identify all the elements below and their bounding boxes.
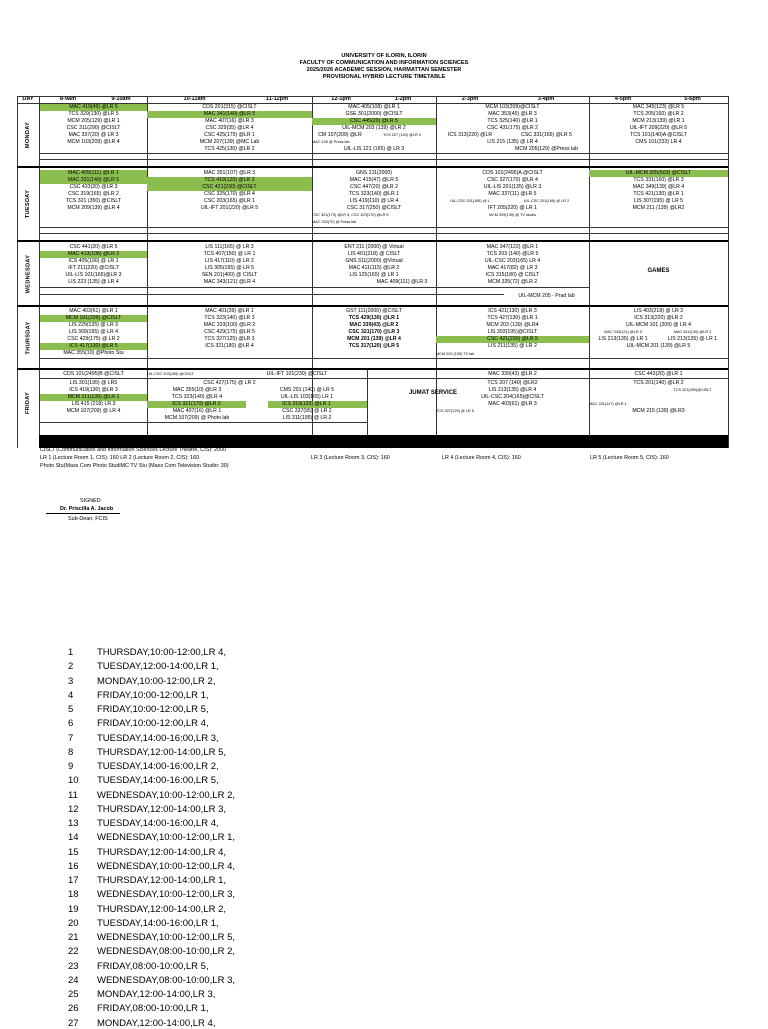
list-item-number: 11 (68, 789, 78, 801)
list-item: TUESDAY,14:00-16:00,LR 4, (97, 818, 219, 829)
timetable-cell: CSC 337(95) @ LR 2 (282, 408, 332, 414)
timetable-cell: CSC 429(175) @LR 5 (204, 329, 255, 335)
row-divider (40, 422, 367, 423)
timetable-cell: CDS 201(315) @CISLT (202, 104, 257, 110)
timetable-cell: CSC 203(165) @LR 1 (204, 198, 255, 204)
timetable-cell: TCS 327(125) @LR 3 (204, 336, 255, 342)
timetable-cell: UIL-CSC 201(165) @ LR 2 (523, 199, 570, 203)
timetable-cell: MAC 333(100) @LR 2 (203, 322, 256, 328)
column-header-8-9am: 8-9am (59, 96, 77, 102)
timetable-cell: CSC 327(170) @LR 4 (487, 177, 538, 183)
timetable-cell: ICS 421(130) @LR 3 (488, 308, 537, 314)
timetable-cell: UIL-IFT 209(220) @LR 5 (629, 125, 688, 131)
timetable-cell: MAC 401(39) @LR 1 (205, 308, 254, 314)
row-divider (40, 233, 728, 234)
timetable-cell: MCM 205(129) @Press lab (515, 146, 578, 152)
list-item-number: 23 (68, 960, 79, 972)
timetable-cell: MAC 417(82) @ LR 3 (487, 265, 538, 271)
list-item: TUESDAY,14:00-16:00,LR 5, (97, 775, 219, 787)
timetable-cell: TCS 323(140) @LR 1 (348, 191, 400, 197)
timetable-cell: UIL-CSC 203(165) @CISLT (147, 372, 194, 376)
timetable-cell: TCS 325(140) @LR 1 (487, 118, 538, 124)
list-item-number: 16 (68, 860, 79, 872)
list-item: THURSDAY,12:00-14:00,LR 1, (97, 875, 227, 886)
list-item-number: 21 (68, 932, 79, 943)
list-item-number: 25 (68, 989, 79, 1000)
timetable-cell: LIS 303(195)@CISLT (487, 329, 538, 335)
timetable-cell: TCS 419(120) @LR 2 (147, 177, 312, 184)
list-item: THURSDAY,12:00-14:00,LR 4, (97, 846, 227, 858)
timetable-cell: TCS 407(150) @ LR 1 (203, 251, 256, 257)
day-label-tuesday: TUESDAY (25, 189, 32, 219)
timetable-cell: MCM 205(129) @LR 1 (67, 118, 120, 124)
timetable-cell: ICS 405(190) @ LR 1 (68, 258, 119, 264)
timetable-cell: UIL-MCM 201 (139) @LR 5 (626, 343, 691, 349)
list-item-number: 1 (68, 647, 74, 658)
timetable-cell: UIL-CSC 204(165)@CISLT (481, 394, 544, 400)
list-item: WEDNESDAY,08:00-10:00,LR 2, (97, 946, 235, 958)
timetable-cell: CSC 329(35) @LR 4 (205, 125, 254, 131)
list-item-number: 13 (68, 818, 79, 829)
legend-lr1-lr2: LR 1 (Lecture Room 1, CIS): 160 LR 2 (Lecture Room 2, CIS): 160 (40, 455, 200, 461)
timetable-cell: MCM 215 (139) @LR3 (632, 408, 685, 414)
list-item-number: 20 (68, 917, 79, 929)
signatory-title: Sub-Dean, FCIS (68, 516, 108, 522)
legend-lr5: LR 5 (Lecture Room 5, CIS): 160 (590, 455, 669, 461)
timetable-cell: MAC 411(115) @LR 2 (348, 265, 400, 271)
timetable-cell: CSC 317(250) @CISLT (346, 205, 402, 211)
list-item-number: 12 (68, 803, 79, 815)
row-divider (40, 159, 728, 160)
timetable-cell: LIS 309(195) @ LR 4 (68, 329, 119, 335)
list-item-number: 10 (68, 775, 79, 787)
separator-wednesday-thursday (17, 305, 728, 307)
timetable-cell: CSC 331(165) @LR 5 (521, 132, 572, 138)
timetable-cell: TCS 101(140)A @CISLT (630, 132, 687, 138)
timetable-cell: MAC 419(49) @LR 5 (40, 104, 147, 111)
timetable-cell: UIL-LIS 121 (165) @ LR 3 (343, 146, 405, 152)
timetable-cell: GST 111(2000) @CISLT (346, 308, 402, 314)
timetable-cell: ENT 211 (2000) @ Virtual (344, 244, 404, 250)
timetable-cell: TCS 205(160) @LR 2 (633, 111, 684, 117)
timetable-cell: LIS 125(165) @ LR 1 (349, 272, 399, 278)
timetable-cell: CSC 441(20) @LR 5 (69, 244, 118, 250)
timetable-cell: LIS 305(195) @ LR 5 (204, 265, 255, 271)
list-item-number: 22 (68, 946, 79, 958)
row-divider (40, 287, 589, 288)
timetable-cell: TCS 203 (140) @LR 5 (486, 251, 539, 257)
column-header-3-4pm: 3-4pm (537, 96, 555, 102)
games-label: GAMES (647, 268, 670, 274)
timetable-cell: LIS 211(135) @ LR 2 (488, 343, 537, 349)
list-item-number: 19 (68, 903, 79, 915)
list-item: TUESDAY,14:00-16:00,LR 3, (97, 732, 219, 744)
timetable-cell: MCM 211(139) @LR 1 (40, 394, 147, 401)
grid-right-border (728, 96, 729, 448)
timetable-cell: MAC 407(16) @LR 3 (205, 118, 254, 124)
list-item: MONDAY,12:00-14:00,LR 4, (97, 1017, 216, 1029)
separator-tuesday-wednesday (17, 240, 728, 242)
timetable-cell: CSC 325(170) @LR 4 (204, 191, 255, 197)
timetable-cell: MCM 207(139) @MC Lab (199, 139, 260, 145)
list-item: WEDNESDAY,10:00-12:00,LR 2, (97, 789, 235, 801)
timetable-cell: LIS 215 (135) @ LR 4 (487, 139, 538, 145)
timetable-cell: CM 107(209) @LR (318, 132, 362, 138)
timetable-cell: LIS 419(110) @ LR 4 (349, 198, 399, 204)
timetable-cell: GNS 311(2000) @Virtual (345, 258, 403, 264)
timetable-cell: LIS 213(135) @LR 4 (488, 387, 537, 393)
list-item-number: 27 (68, 1017, 79, 1029)
list-item: THURSDAY,12:00-14:00,LR 5, (97, 746, 227, 758)
timetable-cell: MCM 201 (139) @LR 4 (347, 336, 401, 342)
list-item: FRIDAY,10:00-12:00,LR 4, (97, 718, 209, 730)
timetable-cell: TCS 427(130) @LR 1 (487, 315, 538, 321)
timetable-cell: ICS 419(130) @LR 3 (69, 387, 118, 393)
timetable-cell: CMS 101(233) LR 4 (635, 139, 682, 145)
timetable-cell: UIL-LIS 103(165) LR 1 (280, 394, 334, 400)
timetable-cell: ICS 321(170) @LR 5 ICS 319(120) @LR 1 (147, 401, 367, 408)
timetable-cell: LIS 223 (135) @ LR 4 (68, 279, 119, 285)
timetable-cell: LIS 213(135) @ LR 1 (667, 336, 718, 342)
timetable-cell: MAC 331(127) @LR 1 (589, 402, 627, 406)
timetable-cell: MCM 107(209) @ Photo lab (164, 415, 230, 421)
timetable-cell: MAC 339(43) @LR 2 (488, 371, 537, 377)
timetable-cell: TCS 329(130) @LR 5 (68, 111, 119, 117)
list-item-number: 9 (68, 761, 74, 772)
legend-cislt: CISLT (Communication and Information Sciences Lecture Theatre, CIS): 2000 (40, 447, 227, 453)
separator-monday-tuesday (17, 166, 728, 168)
timetable-cell: LIS 301(195) @ LR5 (69, 380, 118, 386)
timetable-cell: CSC 431(175) @LR 2 (487, 125, 538, 131)
timetable-cell: TCS 425(130) @LR 2 (204, 146, 255, 152)
timetable-cell: UIL-CSC 201(165) @ L (450, 199, 490, 203)
timetable-cell: MAC 105 @ Press lab (312, 140, 350, 144)
timetable-cell: MAC 349(139) @LR 4 (632, 184, 685, 190)
timetable-cell: MAC 355(10) @Photo Stu (63, 350, 124, 356)
session-title: 2025/2026 ACADEMIC SESSION, HARMATTAN SEMESTER (306, 67, 462, 73)
signatory-name: Dr. Priscilla A. Jacob (60, 506, 114, 512)
column-header-2-3pm: 2-3pm (461, 96, 479, 102)
timetable-cell: CSC 321(170) @LR 5, CSC 323(170) @LR 5 (312, 213, 389, 217)
list-item: MONDAY,12:00-14:00,LR 3, (97, 989, 216, 1000)
day-label-friday: FRIDAY (25, 391, 32, 414)
list-item-number: 14 (68, 832, 79, 844)
timetable-cell: MAC 407(16) @LR 1 (172, 408, 222, 414)
separator-thursday-friday (17, 368, 728, 370)
timetable-cell: LIS 307(195) @ LR 5 (633, 198, 684, 204)
list-item: THURSDAY,12:00-14:00,LR 3, (97, 803, 227, 815)
timetable-cell: UIL-CSC 203(165) LR 4 (484, 258, 541, 264)
list-item: WEDNESDAY,10:00-12:00,LR 3, (97, 889, 235, 901)
timetable-cell: CSC 321(170) @LR 3 (348, 329, 400, 335)
faculty-title: FACULTY OF COMMUNICATION AND INFORMATION SCIENCES (299, 60, 469, 66)
timetable-cell: CSC 443(20) @LR 1 (634, 371, 683, 377)
timetable-cell: TCS 207 (140) @LR 4 (383, 133, 421, 137)
list-item-number: 15 (68, 846, 79, 858)
timetable-cell: CDS 101(2495)A @CISLT (482, 170, 543, 176)
timetable-cell: MAC 353(45) @LR 3 (488, 111, 537, 117)
timetable-cell: ICS 417(130) @LR 5 (40, 343, 147, 350)
timetable-cell: TCS 429(130) @LR 1 (348, 315, 400, 321)
timetable-cell: ICS 321(180) @LR 4 (205, 343, 254, 349)
timetable-cell: TCS 207 (140) @LR2 (487, 380, 538, 386)
row-divider (40, 358, 728, 359)
list-item-number: 26 (68, 1003, 79, 1015)
column-header-11-12pm: 11-12pm (265, 96, 289, 102)
timetable-cell: MCM 335(72) @LR 2 (487, 279, 538, 285)
timetable-cell: MAC 341(140) @LR 5 (147, 111, 312, 118)
column-header-day: DAY (22, 96, 34, 102)
timetable-cell: UIL-MCM 205(503) @CISLT (589, 170, 728, 177)
university-title: UNIVERSITY OF ILORIN, ILORIN (341, 53, 427, 59)
list-item: FRIDAY,08:00-10:00,LR 1, (97, 1003, 209, 1015)
list-item: WEDNESDAY,10:00-12:00,LR 4, (97, 860, 235, 872)
timetable-cell: TCS 321 (350) @CISLT (65, 198, 122, 204)
timetable-cell: MCM 213(139) @LR 1 (632, 118, 685, 124)
timetable-cell: LIS 213(135) @ LR 1 (598, 336, 648, 342)
grid-top-border (17, 96, 728, 97)
timetable-cell: ICS 313(220) @LR 2 (634, 315, 683, 321)
timetable-cell: CSC 445(20) @LR 5 (312, 118, 436, 125)
timetable-cell: GSE 301(2000) @CISLT (345, 111, 403, 117)
timetable-title: PROVISIONAL HYBRID LECTURE TIMETABLE (322, 74, 446, 80)
list-item: FRIDAY,10:00-12:00,LR 5, (97, 704, 209, 715)
list-item: TUESDAY,12:00-14:00,LR 1, (97, 661, 219, 673)
list-item-number: 8 (68, 746, 74, 758)
row-divider (40, 227, 728, 228)
timetable-cell: UIL-LIS 101(165)@LR 3 (65, 272, 122, 278)
timetable-cell: MCM 203 (139) TV lab (436, 352, 475, 356)
timetable-cell: LIS 415 (218) LR 3 (71, 401, 116, 407)
timetable-cell: MAC 415(47) @LR 5 (349, 177, 399, 183)
list-item-number: 3 (68, 675, 74, 687)
timetable-cell: MCM 211 (139) @LR2 (632, 205, 685, 211)
column-header-9-10am: 9-10am (111, 96, 131, 102)
legend-lr3: LR 3 (Lecture Room 3, CIS): 160 (311, 455, 390, 461)
column-header-5-6pm: 5-6pm (684, 96, 701, 102)
row-divider (40, 153, 728, 154)
legend-studios: Photo Stu(Mass Com Photo StudiMC TV Stu (Mass Com Television Studio: 30) (40, 463, 229, 469)
jumat-service-label: JUMAT SERVICE (408, 390, 458, 396)
timetable-cell: LIS 417(110) @ LR 2 (205, 258, 254, 264)
timetable-cell: CSC 319(165) @LR 2 (68, 191, 119, 197)
timetable-cell: MAC 409(111) @LR 3 (376, 279, 428, 285)
timetable-cell: MCM 103(209) @LR 4 (67, 139, 120, 145)
timetable-cell: LIS 111(165) @ LR 3 (205, 244, 254, 250)
timetable-cell: MCM 209(139) @ TV studio (488, 213, 537, 217)
list-item: WEDNESDAY,10:00-12:00,LR 5, (97, 932, 235, 943)
timetable-cell: MAC 343(121) @LR 4 (203, 279, 256, 285)
timetable-cell: UIL-MCM 203 (139) @LR 2 (342, 125, 406, 131)
list-item-number: 4 (68, 689, 74, 701)
timetable-cell: MAC 339(43) @LR 2 (349, 322, 399, 328)
timetable-cell: MAC 413(108) @LR 2 (40, 251, 147, 258)
timetable-cell: MAC 337(20) @ LR 3 (68, 132, 119, 138)
list-item: THURSDAY,10:00-12:00,LR 4, (97, 647, 227, 658)
column-header-12-1pm: 12-1pm (331, 96, 351, 102)
timetable-cell: CSC 421(230) @CISLT (147, 184, 312, 191)
timetable-cell: MAC 345(123) @LR 5 (632, 104, 685, 110)
timetable-cell: CSC 447(20) @LR 2 (350, 184, 398, 190)
list-item-number: 17 (68, 875, 79, 886)
timetable-cell: CSC 427(175) @ LR 2 (203, 380, 256, 386)
timetable-cell: MCM 107(209) @ LR 4 (66, 408, 121, 414)
column-header-4-5pm: 4-5pm (614, 96, 632, 102)
timetable-cell: LIS 401(218) @ CISLT (347, 251, 401, 257)
timetable-cell: MCM 101(209) @CISLT (40, 315, 147, 322)
timetable-cell: LIS 229(135) @ LR 3 (68, 322, 119, 328)
list-item: FRIDAY,08:00-10:00,LR 5, (97, 960, 209, 972)
timetable-cell: UIL-LIS 201(135) @LR 3 (483, 184, 542, 190)
timetable-cell: MAC 347(122) @LR 1 (486, 244, 539, 250)
list-item: THURSDAY,12:00-14:00,LR 2, (97, 903, 227, 915)
timetable-cell: MAC 331(140) @LR 5 (40, 177, 147, 184)
timetable-cell: MAC 409(111) @LR 1 (40, 170, 147, 177)
list-item: MONDAY,10:00-12:00,LR 2, (97, 675, 216, 687)
list-item: FRIDAY,10:00-12:00,LR 1, (97, 689, 209, 701)
day-label-monday: MONDAY (25, 121, 31, 149)
column-header-1-2pm: 1-2pm (394, 96, 412, 102)
timetable-cell: CMS 201 (140) @ LR 5 (279, 387, 335, 393)
signed-label: SIGNED (80, 498, 101, 504)
column-header-10-11am: 10-11am (183, 96, 206, 102)
list-item-number: 7 (68, 732, 74, 744)
timetable-cell: CDS 101(2495)B @CISLT (63, 371, 124, 377)
timetable-cell: SEN 201(400) @ CISLT (201, 272, 258, 278)
timetable-cell: TCS 331(160) @LR 3 (633, 177, 684, 183)
timetable-cell: ICS 315(180) @ CISLT (485, 272, 540, 278)
timetable-cell: CSC 311(290) @CISLT (66, 125, 121, 131)
list-item-number: 18 (68, 889, 79, 901)
timetable-cell: TCS 421(130) @LR 1 (633, 191, 684, 197)
list-item: TUESDAY,14:00-16:00,LR 1, (97, 917, 219, 929)
legend-lr4: LR 4 (Lecture Room 4, CIS): 160 (442, 455, 521, 461)
row-divider (40, 294, 504, 295)
timetable-cell: CSC 421(230) @LR 5 (436, 336, 589, 343)
timetable-cell: MAC 343(121) @LR 3 (604, 330, 642, 334)
list-item: TUESDAY,14:00-16:00,LR 2, (97, 761, 219, 772)
timetable-cell: MAC 355(10) @LR 3 (172, 387, 222, 393)
list-item-number: 5 (68, 704, 74, 715)
timetable-cell: MAC 403(61) @LR 3 (488, 401, 537, 407)
timetable-cell: CSC 433(20) @LR 3 (69, 184, 118, 190)
list-item-number: 24 (68, 974, 79, 986)
timetable-cell: UIL-IFT 101(230) @CISLT (266, 371, 328, 377)
timetable-cell: GNS 211(2000) (356, 170, 392, 176)
row-divider (40, 378, 728, 379)
list-item: WEDNESDAY,10:00-12:00,LR 1, (97, 832, 235, 844)
timetable-cell: MAC 341(140) @LR 2 (673, 330, 712, 334)
timetable-cell: CSC 425(175) @LR 1 (204, 132, 255, 138)
timetable-cell: TCS 323(140) @LR 3 (204, 315, 255, 321)
day-label-wednesday: WEDNESDAY (25, 254, 31, 293)
timetable-cell: MCM 203 (139) @LR4 (486, 322, 539, 328)
timetable-cell: ICS 313(220) @LR (447, 132, 493, 138)
timetable-cell: MAC 351(107) @LR 3 (203, 170, 256, 176)
timetable-cell: MCM 103(209)@CISLT (485, 104, 540, 110)
day-label-thursday: THURSDAY (25, 321, 31, 354)
timetable-cell: MAC 405(108) @LR 1 (348, 104, 400, 110)
timetable-cell: TCS 321(350)@CISLT (673, 388, 712, 392)
timetable-cell: MAC 403(61) @LR 1 (69, 308, 118, 314)
timetable-cell: TCS 323(140) @LR 4 (171, 394, 223, 400)
timetable-cell: IFT 211(220) @CISLT (68, 265, 119, 271)
timetable-cell: TCS 327(125) @ LR 5 (436, 409, 474, 413)
timetable-cell: TCS 317(120) @LR 5 (348, 343, 400, 349)
timetable-cell: TCS 201(140) @LR 2 (633, 380, 684, 386)
list-item: WEDNESDAY,08:00-10:00,LR 3, (97, 974, 235, 986)
timetable-cell: MAC 337(11) @LR 5 (488, 191, 537, 197)
list-item-number: 2 (68, 661, 74, 673)
timetable-cell: MAC 333(70) @ Press lab (312, 220, 357, 224)
timetable-cell: MCM 209(139) @LR 4 (67, 205, 120, 211)
jumat-service-border (367, 370, 368, 435)
timetable-cell: IFT 205(220) @ LR 1 (488, 205, 537, 211)
timetable-cell: LIS 403(218) @ LR 3 (633, 308, 684, 314)
timetable-cell: UIL-IFT 201(220) @LR 5 (200, 205, 259, 211)
list-item-number: 6 (68, 718, 74, 730)
timetable-cell: UIL-MCM 101 (209) @ LR 4 (626, 322, 691, 328)
timetable-cell: LIS 311(195) @ LR 2 (282, 415, 332, 421)
timetable-cell: CSC 429(175) @ LR 2 (67, 336, 120, 342)
timetable-cell: UIL-MCM 205 - Prad lab (518, 293, 575, 299)
signature-line (46, 513, 120, 514)
